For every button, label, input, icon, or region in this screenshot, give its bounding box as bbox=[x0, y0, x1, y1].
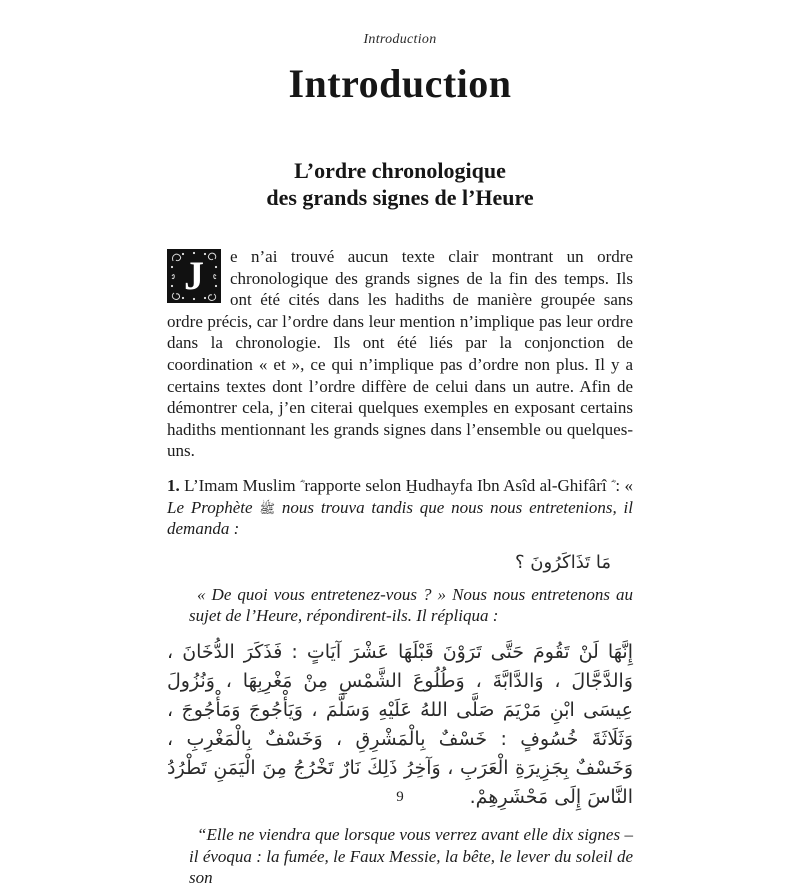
ornate-dropcap-icon bbox=[167, 249, 221, 303]
section-subtitle bbox=[0, 157, 800, 211]
french-translation-1: « De quoi vous entretenez-vous ? » Nous nous entretenons au sujet de l’Heure, répondirent-ils. Il répliqua : bbox=[189, 584, 633, 626]
subtitle-line-2: des grands signes de l’Heure bbox=[266, 185, 534, 210]
hadith-number: 1. bbox=[167, 475, 180, 495]
book-page bbox=[0, 32, 800, 888]
dropcap-letter: J bbox=[184, 253, 204, 298]
hadith-lead-3: : « bbox=[611, 475, 633, 495]
honorific-sallallahu-alayhi-wa-sallam-icon: ﷺ bbox=[259, 501, 276, 517]
intro-text: e n’ai trouvé aucun texte clair montrant un ordre chronologique des grands signes de la fin des temps. Ils ont été cités dans les hadiths de manière groupée sans ordre précis, car l’ordre dans leur mention n’implique pas leur ordre dans la chronologie. Ils ont été liés par la conjonction de coordination « et », ce qui n’implique pas d’ordre non plus. Il y a certains textes dont l’ordre diffère de celui dans un autre. Afin de démontrer cela, j’en citerai quelques exemples en exposant certains hadiths mentionnant les grands signes dans l’ensemble ou quelques-uns. bbox=[167, 247, 633, 461]
french-translation-2: “Elle ne viendra que lorsque vous verrez avant elle dix signes – il évoqua : la fumée, le Faux Messie, la bête, le lever du soleil de son bbox=[189, 824, 633, 888]
hadith-quote-continue: nous trouva tandis que nous nous entretenions, il demanda : bbox=[167, 497, 633, 539]
arabic-question-line: مَا تَذَاكَرُونَ ؟ bbox=[515, 551, 611, 573]
arabic-hadith-block: إِنَّهَا لَنْ تَقُومَ حَتَّى تَرَوْنَ قَبْلَهَا عَشْرَ آيَاتٍ : فَذَكَرَ الدُّخَانَ ، وَالدَّجَّالَ ، وَالدَّابَّةَ ، وَطُلُوعَ الشَّمْسِ مِنْ مَغْرِبِهَا ، وَنُزُولَ عِيسَى ابْنِ مَرْيَمَ صَلَّى اللهُ عَلَيْهِ وَسَلَّمَ ، وَيَأْجُوجَ وَمَأْجُوجَ ، وَثَلَاثَةَ خُسُوفٍ : خَسْفٌ بِالْمَشْرِقِ ، وَخَسْفٌ بِالْمَغْرِبِ ، وَخَسْفٌ بِجَزِيرَةِ الْعَرَبِ ، وَآخِرُ ذَلِكَ نَارٌ تَخْرُجُ مِنَ الْيَمَنِ تَطْرُدُ النَّاسَ إِلَى مَحْشَرِهِمْ. bbox=[167, 640, 633, 808]
hadith-lead-1: L’Imam Muslim bbox=[179, 475, 300, 495]
page-number: 9 bbox=[396, 789, 404, 805]
hadith-lead-2: rapporte selon H̱udhayfa Ibn Asîd al-Ghifârî bbox=[299, 475, 611, 495]
hadith-quote-start: Le Prophète bbox=[167, 497, 260, 517]
hadith-1-intro bbox=[167, 475, 633, 540]
intro-paragraph bbox=[167, 246, 633, 462]
running-header: Introduction bbox=[363, 32, 437, 47]
subtitle-line-1: L’ordre chronologique bbox=[294, 158, 506, 183]
page-title: Introduction bbox=[288, 61, 512, 106]
